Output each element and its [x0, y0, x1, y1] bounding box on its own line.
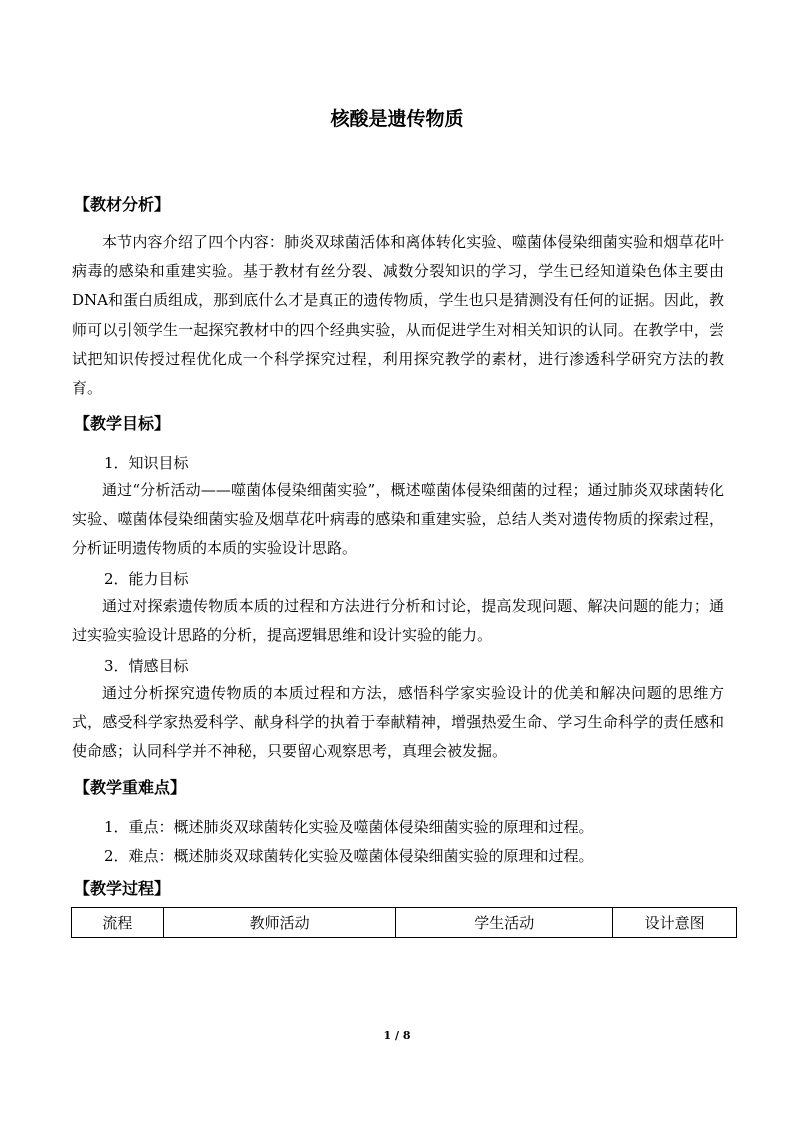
goal-text-ability: 通过对探索遗传物质本质的过程和方法进行分析和讨论，提高发现问题、解决问题的能力；通过实验实验设计思路的分析，提高逻辑思维和设计实验的能力。: [72, 597, 724, 645]
key-point-difficulty: 2．难点：概述肺炎双球菌转化实验及噬菌体侵染细菌实验的原理和过程。: [104, 847, 594, 865]
goal-label-emotion: 3．情感目标: [104, 657, 189, 675]
section-heading-key-points: 【教学重难点】: [74, 778, 187, 797]
document-title: 核酸是遗传物质: [330, 108, 464, 130]
page-number: 1 / 8: [383, 1029, 411, 1042]
key-point-focus: 1．重点：概述肺炎双球菌转化实验及噬菌体侵染细菌实验的原理和过程。: [104, 818, 594, 836]
section-heading-process: 【教学过程】: [74, 879, 171, 898]
table-header-cell: 教师活动: [163, 908, 396, 938]
goal-text-knowledge: 通过“分析活动——噬菌体侵染细菌实验”，概述噬菌体侵染细菌的过程；通过肺炎双球菌转化实验、噬菌体侵染细菌实验及烟草花叶病毒的感染和重建实验，总结人类对遗传物质的探索过程，分析证明遗传物质的本质的实验设计思路。: [72, 481, 724, 558]
table-header-cell: 学生活动: [396, 908, 613, 938]
section-heading-analysis: 【教材分析】: [74, 195, 171, 214]
goal-text-emotion: 通过分析探究遗传物质的本质过程和方法，感悟科学家实验设计的优美和解决问题的思维方式，感受科学家热爱科学、献身科学的执着于奉献精神，增强热爱生命、学习生命科学的责任感和使命感；认同科学并不神秘，只要留心观察思考，真理会被发掘。: [72, 684, 724, 761]
goal-label-knowledge: 1．知识目标: [104, 454, 189, 472]
goal-label-ability: 2．能力目标: [104, 570, 189, 588]
table-header-row: [72, 908, 737, 938]
table-header-cell: 设计意图: [613, 908, 737, 938]
process-table: [71, 907, 737, 938]
section-heading-goals: 【教学目标】: [74, 414, 171, 433]
analysis-paragraph: 本节内容介绍了四个内容：肺炎双球菌活体和离体转化实验、噬菌体侵染细菌实验和烟草花叶病毒的感染和重建实验。基于教材有丝分裂、减数分裂知识的学习，学生已经知道染色体主要由DNA和蛋白质组成，那到底什么才是真正的遗传物质，学生也只是猜测没有任何的证据。因此，教师可以引领学生一起探究教材中的四个经典实验，从而促进学生对相关知识的认同。在教学中，尝试把知识传授过程优化成一个科学探究过程，利用探究教学的素材，进行渗透科学研究方法的教育。: [72, 233, 724, 398]
table-header-cell: 流程: [72, 908, 164, 938]
